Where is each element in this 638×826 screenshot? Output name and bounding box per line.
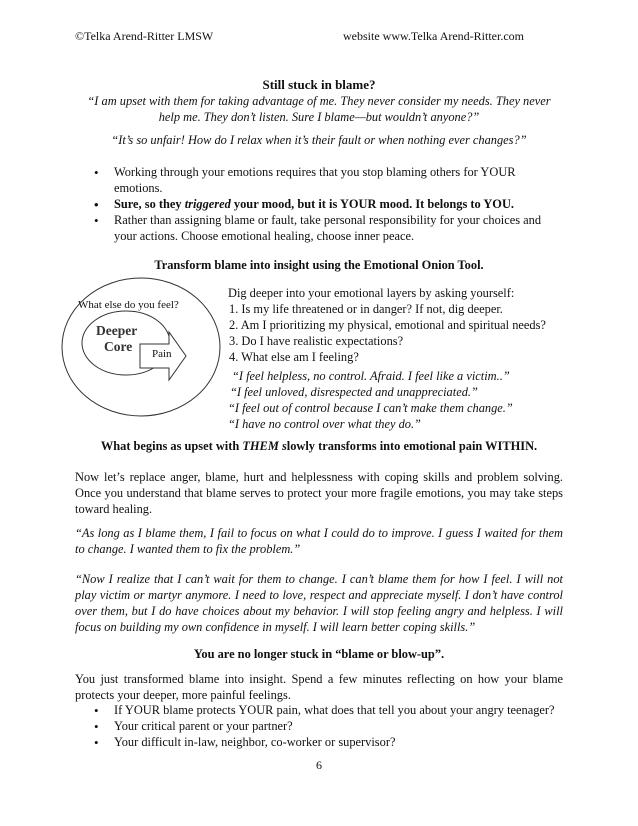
dig-deeper-questions	[228, 286, 588, 365]
bullet-text-line: Rather than assigning blame or fault, take personal responsibility for your choices and	[114, 212, 542, 227]
coping-paragraph: Now let’s replace anger, blame, hurt and helplessness with coping skills and problem solving. Once you understand that blame serves to protect your more fragile emotions, you may take steps toward healing.	[75, 470, 563, 516]
page-title: Still stuck in blame?	[262, 77, 376, 92]
within-heading-them: THEM	[242, 439, 279, 453]
opening-quote	[64, 94, 574, 126]
page-number: 6	[316, 758, 322, 772]
within-heading-post: lowly transforms into emotional pain WITHIN.	[286, 439, 538, 453]
bullet-text-pre: Sure, so they	[114, 196, 185, 211]
dig-question: 2. Am I prioritizing my physical, emotional and spiritual needs?	[229, 317, 546, 332]
bullet-item	[94, 165, 554, 197]
within-heading	[0, 439, 638, 455]
insight-paragraph: You just transformed blame into insight. Spend a few minutes reflecting on how your blame protects your deeper, more painful feelings.	[75, 672, 563, 702]
bullet-item: • Your difficult in-law, neighbor, co-worker or supervisor?	[94, 735, 574, 751]
reflection-bullet-list	[94, 703, 574, 751]
onion-arrow-label: Pain	[152, 348, 172, 360]
header-author: ©Telka Arend-Ritter LMSW	[75, 29, 214, 43]
bullet-text-line: Working through your emotions requires that you stop blaming others for YOUR	[114, 165, 516, 179]
no-longer-stuck-heading: You are no longer stuck in “blame or blow-up”.	[193, 647, 445, 661]
blame-bullet-list	[94, 165, 554, 244]
dig-question: 3. Do I have realistic expectations?	[229, 333, 404, 348]
bullet-item: • If YOUR blame protects YOUR pain, what does that tell you about your angry teenager?	[94, 703, 574, 719]
bullet-text-post: your mood, but it is YOUR mood. It belongs to YOU.	[230, 196, 514, 211]
onion-question-label: What else do you feel?	[78, 299, 179, 311]
blame-reflection-quote: “As long as I blame them, I fail to focus on what I could do to improve. I guess I waited for them to change. I wanted them to fix the problem.”	[75, 526, 563, 556]
onion-word-deeper: Deeper	[96, 323, 138, 338]
feeling-quote: “I feel out of control because I can’t make them change.”	[228, 400, 513, 415]
dig-intro: Dig deeper into your emotional layers by asking yourself:	[228, 286, 515, 300]
feeling-quote: “I feel helpless, no control. Afraid. I feel like a victim..”	[232, 369, 510, 383]
unfair-quote: “It’s so unfair! How do I relax when it’s their fault or when nothing ever changes?”	[111, 133, 527, 147]
feeling-quote: “I feel unloved, disrespected and unappreciated.”	[230, 384, 478, 399]
feeling-quotes	[228, 369, 568, 433]
transform-heading: Transform blame into insight using the Emotional Onion Tool.	[154, 258, 484, 272]
realization-quote: “Now I realize that I can’t wait for them to change. I can’t blame them for how I feel. I will not play victim or martyr anymore. I need to love, respect and appreciate myself. I don’t have control over them, but I do have choices about my behavior. I will stop feeling angry and helpless. I will focus on building my own confidence in myself. I will learn better coping skills.”	[75, 572, 563, 634]
opening-quote-line-2: help me. They don’t listen. Sure I blame—but wouldn’t anyone?”	[158, 109, 480, 124]
feeling-quote: “I have no control over what they do.”	[228, 416, 421, 431]
bullet-item: • Your critical parent or your partner?	[94, 719, 574, 735]
onion-word-core: Core	[104, 339, 133, 354]
header-website: website www.Telka Arend-Ritter.com	[343, 29, 525, 43]
within-heading-pre: What begins as upset with	[100, 439, 243, 453]
dig-question: 4. What else am I feeling?	[229, 349, 359, 364]
bullet-text-line: emotions.	[114, 180, 163, 195]
bullet-text-line: your actions. Choose emotional healing, choose inner peace.	[114, 228, 415, 243]
opening-quote-line-1: “I am upset with them for taking advantage of me. They never consider my needs. They never	[87, 94, 551, 108]
bullet-text-emphasis: triggered	[184, 196, 231, 211]
dig-question: 1. Is my life threatened or in danger? If not, dig deeper.	[229, 301, 503, 316]
bullet-item	[94, 213, 554, 245]
bullet-item	[94, 197, 554, 213]
within-heading-s: s	[281, 439, 287, 453]
